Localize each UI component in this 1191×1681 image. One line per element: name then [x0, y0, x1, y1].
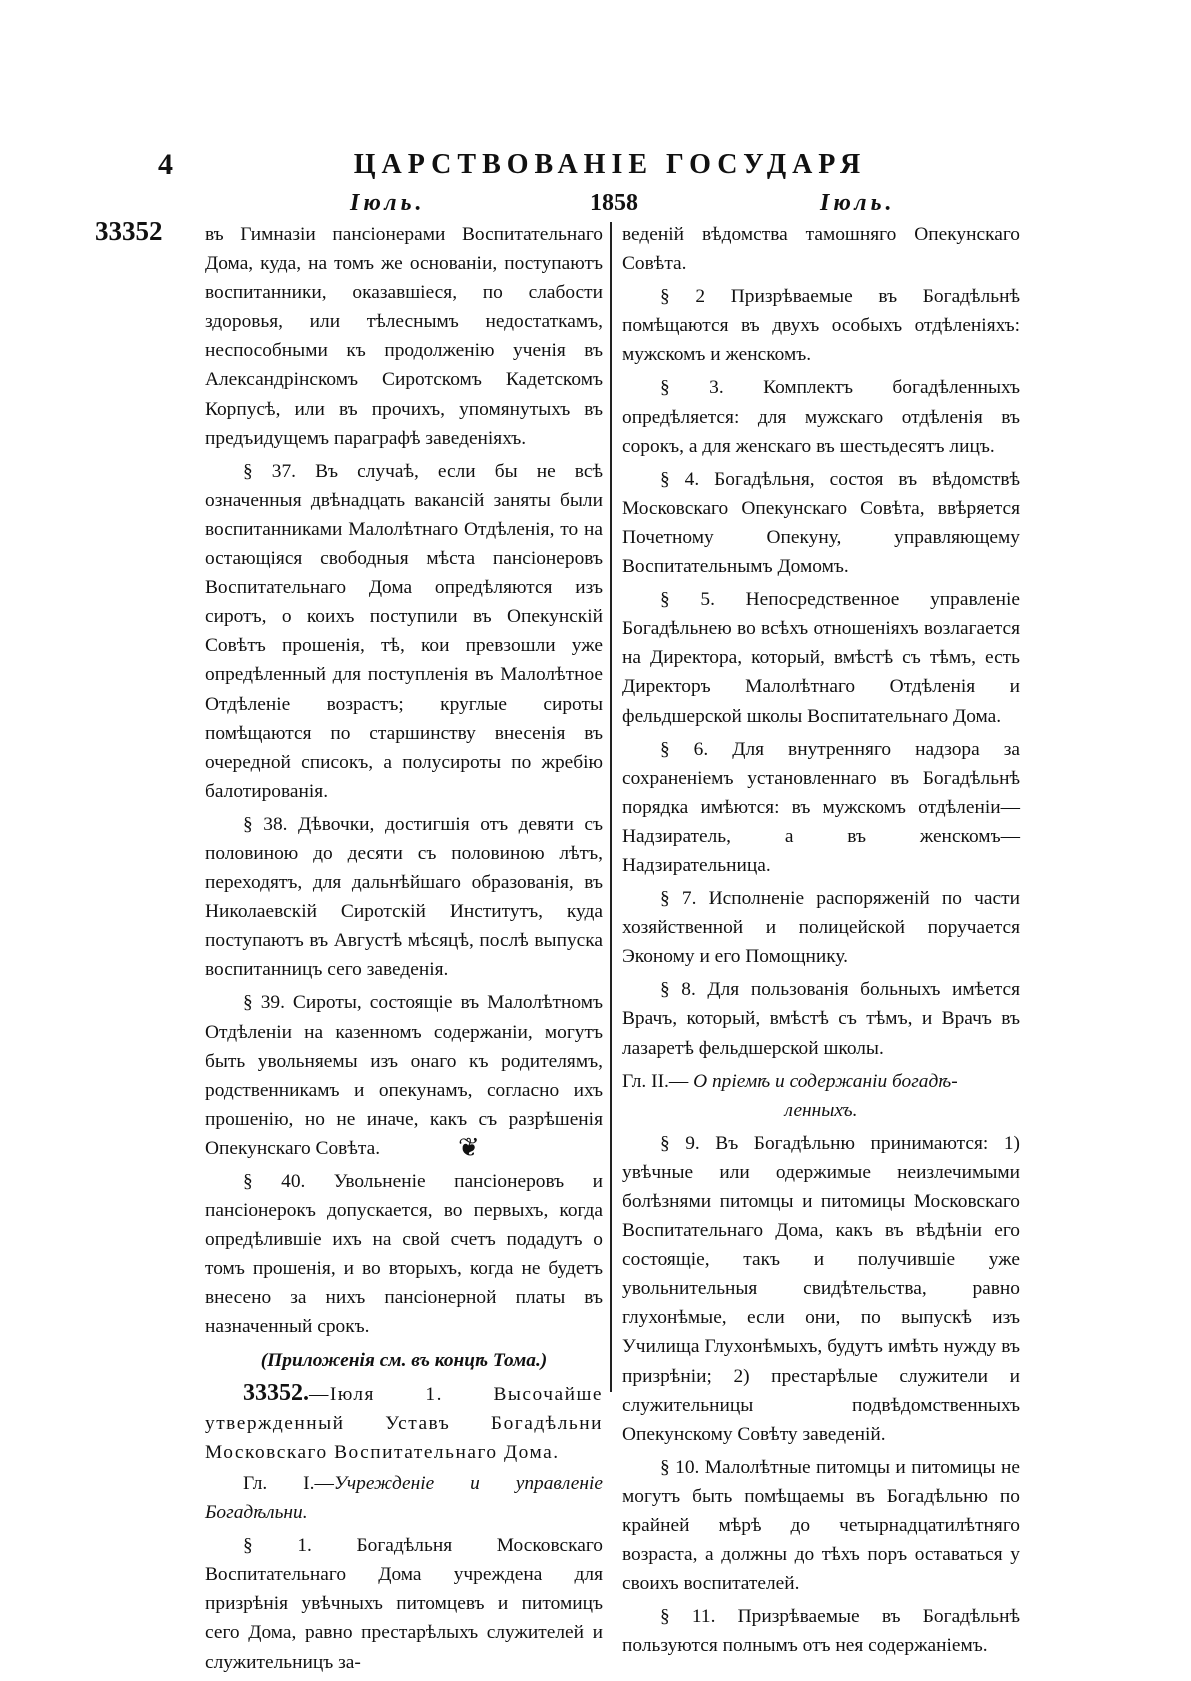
- margin-decree-number: 33352: [95, 216, 163, 246]
- paragraph-4: § 4. Богадѣльня, состоя въ вѣдомствѣ Московскаго Опекунскаго Совѣта, ввѣряется Почетному Опекуну, управляющему Воспитательнымъ Домомъ.: [622, 468, 1020, 578]
- paragraph-10: § 10. Малолѣтные питомцы и питомицы не могутъ быть помѣщаемы въ Богадѣльню по крайней мѣрѣ до четырнадцатилѣтняго возраста, а должны до тѣхъ поръ оставаться у своихъ воспитателей.: [622, 1456, 1020, 1595]
- chapter-1-heading: [205, 1469, 603, 1527]
- running-title: ЦАРСТВОВАНІЕ ГОСУДАРЯ: [353, 149, 867, 180]
- paragraph-8: § 8. Для пользованія больныхъ имѣется Врачъ, который, вмѣстѣ съ тѣмъ, и Врачъ въ лазаретѣ фельдшерской школы.: [622, 979, 1020, 1059]
- chapter-2-heading: [622, 1067, 1020, 1096]
- chapter-2-label: Гл. II.—: [622, 1070, 689, 1092]
- ornament-icon: ❦: [458, 1133, 480, 1162]
- paragraph-5: § 5. Непосредственное управленіе Богадѣльнею во всѣхъ отношеніяхъ возлагается на Директора, который, вмѣстѣ съ тѣмъ, есть Директоръ Малолѣтнаго Отдѣленія и фельдшерской школы Воспитательнаго Дома.: [622, 589, 1020, 727]
- paragraph-7: § 7. Исполненіе распоряженій по части хозяйственной и полицейской поручается Эконому и его Помощнику.: [622, 888, 1020, 968]
- year: 1858: [590, 190, 638, 216]
- chapter-2-title: О пріемѣ и содержаніи богадѣ-: [693, 1070, 958, 1092]
- paragraph-continuation: въ Гимназіи пансіонерами Воспитательнаго Дома, куда, на томъ же основаніи, поступаютъ воспитанники, оказавшіеся, по слабости здоровья, или тѣлеснымъ недостаткамъ, неспособными къ продолженію ученія въ Александрінскомъ Сиротскомъ Кадетскомъ Корпусѣ, или въ прочихъ, упомянутыхъ въ предъидущемъ параграфѣ заведеніяхъ.: [205, 224, 603, 449]
- month-right: Іюль.: [820, 190, 896, 216]
- paragraph-9: § 9. Въ Богадѣльню принимаются: 1) увѣчные или одержимые неизлечимыми болѣзнями питомцы и питомицы Московскаго Воспитательнаго Дома, какъ въ вѣдѣніи его состоящіе, такъ и получившіе уже увольнительныя свидѣтельства, равно глухонѣмые, если они, по выпускѣ изъ Училища Глухонѣмыхъ, будутъ имѣть нужду въ призрѣніи; 2) престарѣлые служители и служительницы подвѣдомственныхъ Опекунскому Совѣту заведеній.: [622, 1132, 1020, 1445]
- column-divider: [610, 222, 612, 1392]
- chapter-1-title: Учрежденіе и управленіе Богадѣльни.: [205, 1472, 603, 1524]
- month-left: Іюль.: [350, 190, 426, 216]
- page-number: 4: [158, 148, 173, 181]
- appendix-note: (Приложенія см. въ концѣ Тома.): [260, 1349, 548, 1371]
- chapter-2-title-continuation: ленныхъ.: [784, 1099, 858, 1121]
- paragraph-37: § 37. Въ случаѣ, если бы не всѣ означенныя двѣнадцать вакансій заняты были воспитанниками Малолѣтнаго Отдѣленія, то на остающіяся свободныя мѣста пансіонеровъ Воспитательнаго Дома опредѣляются изъ сиротъ, о коихъ поступили въ Опекунскій Совѣтъ прошенія, тѣ, кои превзошли уже опредѣленный для поступленія въ Малолѣтное Отдѣленіе возрастъ; круглые сироты помѣщаются по старшинству внесенія въ очередной списокъ, а полусироты по жребію балотированія.: [205, 460, 603, 802]
- paragraph-11: § 11. Призрѣваемые въ Богадѣльнѣ пользуются полнымъ отъ нея содержаніемъ.: [622, 1606, 1020, 1657]
- decree-heading: [205, 1379, 603, 1467]
- right-column: [622, 220, 1020, 1665]
- paragraph-39: § 39. Сироты, состоящіе въ Малолѣтномъ Отдѣленіи на казенномъ содержаніи, могутъ быть увольняемы изъ онаго къ родителямъ, родственникамъ и опекунамъ, согласно ихъ прошенію, но не иначе, какъ съ разрѣшенія Опекунскаго Совѣта.: [205, 992, 603, 1159]
- paragraph-3: § 3. Комплектъ богадѣленныхъ опредѣляется: для мужскаго отдѣленія въ сорокъ, а для женскаго въ шестьдесятъ лицъ.: [622, 377, 1020, 457]
- decree-number: 33352.: [243, 1379, 309, 1406]
- chapter-1-label: Гл. I.—: [243, 1472, 334, 1494]
- decree-title: —Іюля 1. Высочайше утвержденный Уставъ Богадѣльни Московскаго Воспитательнаго Дома.: [205, 1383, 603, 1463]
- paragraph-2: § 2 Призрѣваемые въ Богадѣльнѣ помѣщаются въ двухъ особыхъ отдѣленіяхъ: мужскомъ и женскомъ.: [622, 286, 1020, 366]
- paragraph-38: § 38. Дѣвочки, достигшія отъ девяти съ половиною до десяти съ половиною лѣтъ, переходятъ, для дальнѣйшаго образованія, въ Николаевскій Сиротскій Институтъ, куда поступаютъ въ Августѣ мѣсяцѣ, послѣ выпуска воспитанницъ сего заведенія.: [205, 813, 603, 981]
- paragraph-6: § 6. Для внутренняго надзора за сохраненіемъ установленнаго въ Богадѣльнѣ порядка имѣются: въ мужскомъ отдѣленіи—Надзиратель, а въ женскомъ—Надзирательница.: [622, 738, 1020, 876]
- paragraph-1: § 1. Богадѣльня Московскаго Воспитательнаго Дома учреждена для призрѣнія увѣчныхъ питомцевъ и питомицъ сего Дома, равно престарѣлыхъ служителей и служительницъ за-: [205, 1535, 603, 1673]
- left-column: [205, 220, 603, 1681]
- paragraph-40: § 40. Увольненіе пансіонеровъ и пансіонерокъ допускается, во первыхъ, когда опредѣлившіе ихъ на свой счетъ подадутъ о томъ прошенія, и во вторыхъ, когда не будетъ внесено за нихъ пансіонерной платы въ назначенный срокъ.: [205, 1171, 603, 1338]
- paragraph-1-continuation: веденій вѣдомства тамошняго Опекунскаго Совѣта.: [622, 224, 1020, 275]
